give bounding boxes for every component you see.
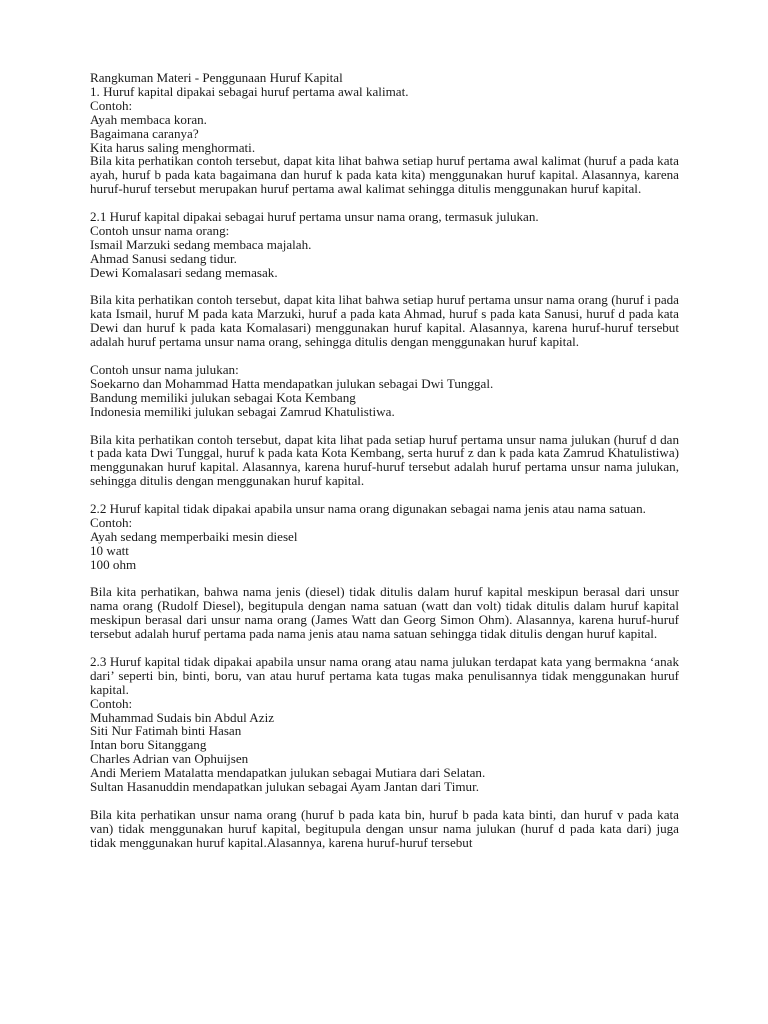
document-page <box>90 71 679 850</box>
example-line: Ismail Marzuki sedang membaca majalah. <box>90 236 312 252</box>
section-1-heading: 1. Huruf kapital dipakai sebagai huruf pertama awal kalimat. <box>90 83 409 99</box>
example-line: Indonesia memiliki julukan sebagai Zamrud Khatulistiwa. <box>90 403 395 419</box>
example-label: Contoh unsur nama orang: <box>90 222 230 238</box>
paragraph-gap <box>90 641 679 655</box>
paragraph-gap <box>90 280 679 294</box>
example-label: Contoh: <box>90 514 133 530</box>
example-label: Contoh: <box>90 695 133 711</box>
section-2-1-julukan-explanation: Bila kita perhatikan contoh tersebut, dapat kita lihat pada setiap huruf pertama unsur nama julukan (huruf d dan t pada kata Dwi Tunggal, huruf k pada kata Kota Kembang, serta huruf z dan k pada kata Zamrud Khatulistiwa) menggunakan huruf kapital. Alasannya, karena huruf-huruf tersebut adalah huruf pertama unsur nama julukan, sehingga ditulis dengan menggunakan huruf kapital. <box>90 431 679 489</box>
paragraph-gap <box>90 488 679 502</box>
example-line: Bandung memiliki julukan sebagai Kota Kembang <box>90 389 356 405</box>
example-line: Soekarno dan Mohammad Hatta mendapatkan julukan sebagai Dwi Tunggal. <box>90 375 494 391</box>
example-label: Contoh: <box>90 97 133 113</box>
example-line: 10 watt <box>90 542 129 558</box>
paragraph-gap <box>90 196 679 210</box>
example-line: 100 ohm <box>90 556 137 572</box>
section-2-1-heading: 2.1 Huruf kapital dipakai sebagai huruf pertama unsur nama orang, termasuk julukan. <box>90 209 539 225</box>
example-line: Muhammad Sudais bin Abdul Aziz <box>90 709 275 725</box>
example-line: Kita harus saling menghormati. <box>90 139 256 155</box>
document-title: Rangkuman Materi - Penggunaan Huruf Kapital <box>90 70 343 85</box>
example-line: Charles Adrian van Ophuijsen <box>90 751 249 767</box>
section-1-explanation: Bila kita perhatikan contoh tersebut, dapat kita lihat bahwa setiap huruf pertama awal kalimat (huruf a pada kata ayah, huruf b pada kata bagaimana dan huruf k pada kata kita) menggunakan huruf kapital. Alasannya, karena huruf-huruf tersebut merupakan huruf pertama awal kalimat sehingga ditulis menggunakan huruf kapital. <box>90 153 679 197</box>
section-2-2-heading: 2.2 Huruf kapital tidak dipakai apabila unsur nama orang digunakan sebagai nama jenis atau nama satuan. <box>90 501 646 517</box>
example-line: Bagaimana caranya? <box>90 125 199 141</box>
example-line: Siti Nur Fatimah binti Hasan <box>90 723 242 739</box>
paragraph-gap <box>90 794 679 808</box>
example-line: Sultan Hasanuddin mendapatkan julukan sebagai Ayam Jantan dari Timur. <box>90 779 480 795</box>
section-2-1-explanation: Bila kita perhatikan contoh tersebut, dapat kita lihat bahwa setiap huruf pertama unsur nama orang (huruf i pada kata Ismail, huruf M pada kata Marzuki, huruf a pada kata Ahmad, huruf s pada kata Sanusi, huruf d pada kata Dewi dan huruf k pada kata Komalasari) menggunakan huruf kapital. Alasannya, karena huruf-huruf tersebut adalah huruf pertama unsur nama orang, sehingga ditulis dengan menggunakan huruf kapital. <box>90 292 679 350</box>
paragraph-gap <box>90 419 679 433</box>
example-label: Contoh unsur nama julukan: <box>90 361 239 377</box>
section-2-2-explanation: Bila kita perhatikan, bahwa nama jenis (diesel) tidak ditulis dalam huruf kapital meskipun berasal dari unsur nama orang (Rudolf Diesel), begitupula dengan nama satuan (watt dan volt) tidak ditulis dalam huruf kapital meskipun berasal dari unsur nama orang (James Watt dan Georg Simon Ohm). Alasannya, karena huruf-huruf tersebut adalah huruf pertama pada nama jenis atau nama satuan sehingga tidak ditulis dengan huruf kapital. <box>90 584 679 642</box>
example-line: Dewi Komalasari sedang memasak. <box>90 264 278 280</box>
example-line: Ayah membaca koran. <box>90 111 207 127</box>
paragraph-gap <box>90 572 679 586</box>
section-2-3-heading: 2.3 Huruf kapital tidak dipakai apabila unsur nama orang atau nama julukan terdapat kata yang bermakna ‘anak dari’ seperti bin, binti, boru, van atau huruf pertama kata tugas maka penulisannya tidak menggunakan huruf kapital. <box>90 653 679 697</box>
paragraph-gap <box>90 349 679 363</box>
section-2-3-explanation: Bila kita perhatikan unsur nama orang (huruf b pada kata bin, huruf b pada kata binti, dan huruf v pada kata van) tidak menggunakan huruf kapital, begitupula dengan unsur nama julukan (huruf d pada kata dari) juga tidak menggunakan huruf kapital.Alasannya, karena huruf-huruf tersebut <box>90 806 679 850</box>
example-line: Ayah sedang memperbaiki mesin diesel <box>90 528 298 544</box>
example-line: Intan boru Sitanggang <box>90 737 207 753</box>
example-line: Andi Meriem Matalatta mendapatkan julukan sebagai Mutiara dari Selatan. <box>90 765 486 781</box>
example-line: Ahmad Sanusi sedang tidur. <box>90 250 237 266</box>
